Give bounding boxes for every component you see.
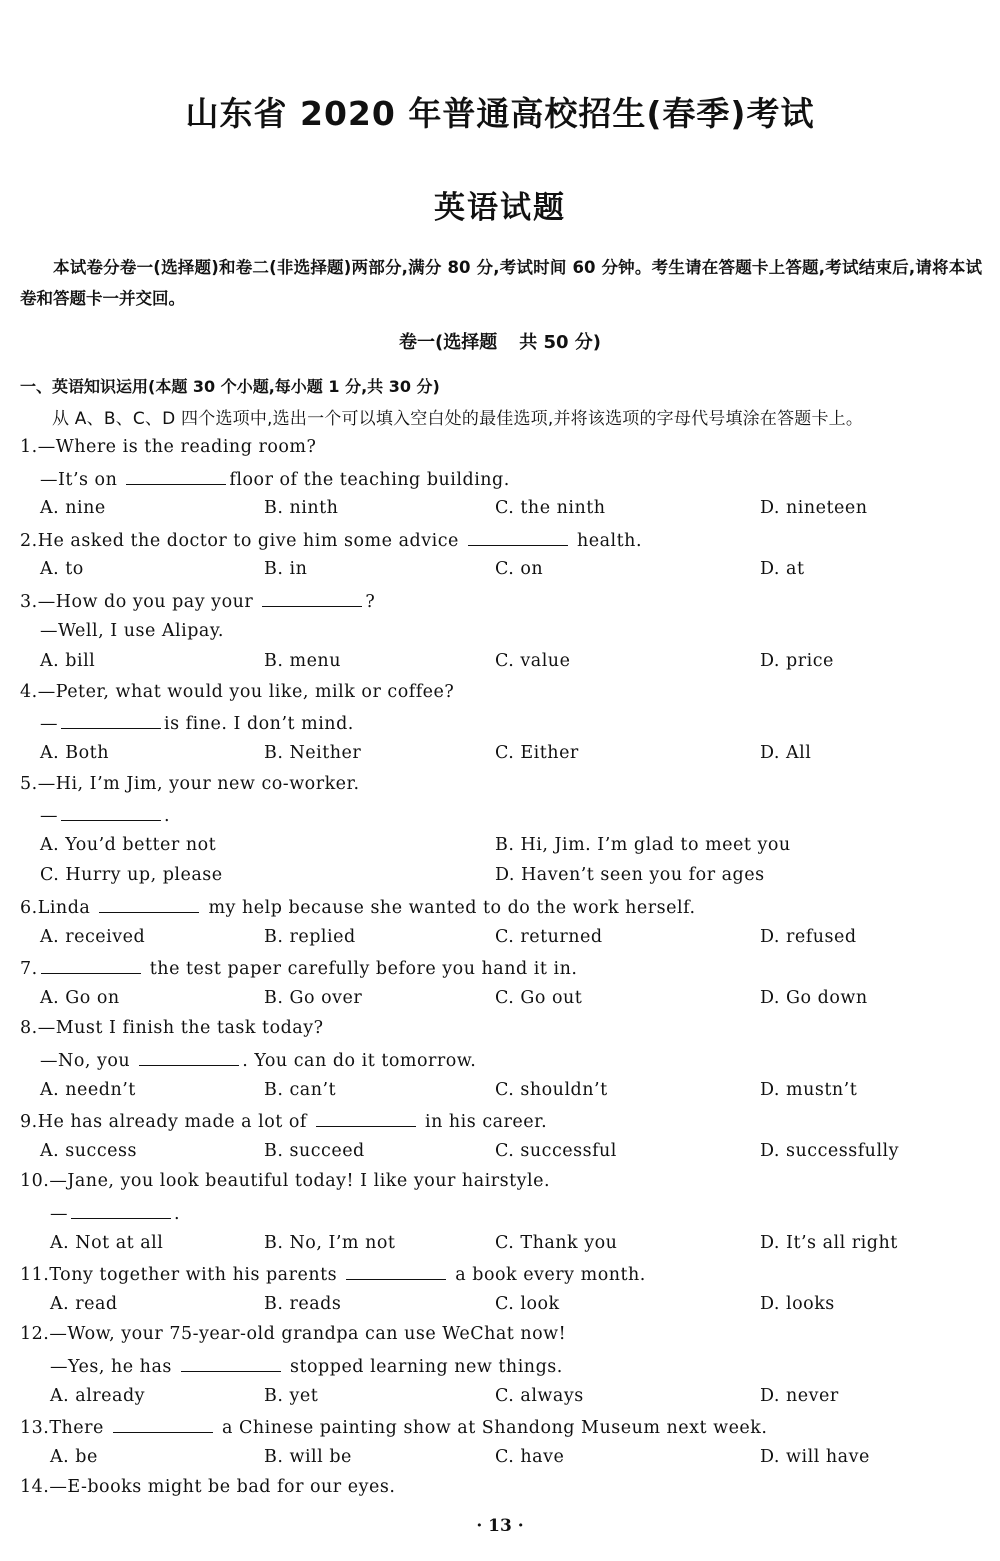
exam-subtitle: 英语试题 (434, 190, 566, 226)
question-text: —Where is the reading room? (37, 437, 317, 457)
question-number: 6. (20, 898, 38, 918)
answer-option: C. have (495, 1446, 565, 1467)
part-label: 卷一(选择题 (398, 332, 498, 353)
question-line (20, 529, 642, 551)
answer-option: D. Go down (760, 987, 868, 1008)
section-heading: 一、英语知识运用(本题 30 个小题,每小题 1 分,共 30 分) (20, 377, 440, 396)
answer-option: B. reads (264, 1293, 342, 1314)
question-text: —Well, I use Alipay. (40, 620, 224, 641)
question-text: — (40, 714, 58, 735)
answer-option: A. You’d better not (40, 834, 217, 855)
answer-option: C. shouldn’t (495, 1079, 608, 1100)
answer-blank (113, 1416, 213, 1433)
answer-option: D. nineteen (760, 498, 868, 519)
answer-option: D. looks (760, 1293, 835, 1314)
question-number: 12. (20, 1324, 50, 1345)
exam-title: 山东省 2020 年普通高校招生(春季)考试 (185, 94, 815, 133)
answer-option: D. Haven’t seen you for ages (495, 865, 765, 886)
answer-option: C. always (495, 1385, 584, 1406)
question-text: Tony together with his parents (49, 1265, 344, 1286)
question-number: 14. (20, 1477, 50, 1498)
question-text: my help because she wanted to do the work herself. (202, 898, 696, 918)
answer-blank (99, 896, 199, 913)
answer-option: C. Hurry up, please (40, 865, 223, 886)
question-line (50, 1355, 563, 1377)
question-text: — (50, 1204, 68, 1224)
answer-option: D. It’s all right (760, 1232, 898, 1253)
answer-option: A. Not at all (50, 1232, 164, 1253)
answer-option: B. No, I’m not (264, 1232, 396, 1253)
answer-option: C. Go out (495, 987, 583, 1008)
answer-option: A. needn’t (40, 1079, 136, 1100)
question-line (20, 1324, 566, 1344)
question-text: ? (365, 592, 376, 612)
answer-option: D. will have (760, 1446, 870, 1467)
answer-option: B. will be (264, 1446, 352, 1467)
question-line (20, 1477, 395, 1497)
answer-option: B. replied (264, 926, 356, 947)
question-text: —Must I finish the task today? (37, 1018, 324, 1039)
question-text: is fine. I don’t mind. (164, 714, 354, 735)
question-line (40, 712, 354, 734)
question-line (40, 621, 224, 641)
answer-blank (61, 712, 161, 729)
question-number: 10. (20, 1171, 50, 1192)
page-number: · 13 · (476, 1516, 524, 1536)
answer-option: A. to (40, 559, 84, 580)
question-line (20, 896, 696, 918)
question-text: He has already made a lot of (37, 1112, 313, 1133)
question-line (20, 1018, 324, 1038)
question-line (20, 437, 316, 457)
answer-option: D. refused (760, 926, 857, 947)
question-text: a book every month. (449, 1265, 646, 1286)
question-text: . You can do it tomorrow. (242, 1051, 477, 1071)
question-text: —Jane, you look beautiful today! I like your hairstyle. (49, 1171, 551, 1192)
answer-option: D. mustn’t (760, 1079, 858, 1100)
question-text: — (40, 806, 58, 827)
answer-option: D. at (760, 559, 805, 580)
answer-option: B. yet (264, 1385, 319, 1406)
answer-option: A. Both (40, 743, 109, 763)
question-text: —No, you (40, 1051, 137, 1071)
question-text: the test paper carefully before you hand it in. (143, 959, 578, 980)
answer-option: B. can’t (264, 1079, 337, 1100)
question-line (50, 1202, 180, 1224)
question-text: He asked the doctor to give him some advice (37, 530, 465, 551)
question-number: 1. (20, 437, 38, 457)
question-text: —How do you pay your (37, 592, 260, 612)
answer-option: C. successful (495, 1140, 617, 1161)
answer-option: B. ninth (264, 498, 339, 519)
answer-option: D. successfully (760, 1140, 900, 1161)
answer-option: B. in (264, 559, 308, 580)
question-line (20, 590, 375, 612)
question-text: —Peter, what would you like, milk or coffee? (37, 681, 455, 702)
question-line (40, 1049, 476, 1071)
answer-option: A. received (40, 926, 146, 947)
answer-option: D. price (760, 651, 834, 672)
question-number: 5. (20, 773, 38, 794)
section-instruction: 从 A、B、C、D 四个选项中,选出一个可以填入空白处的最佳选项,并将该选项的字母代号填涂在答题卡上。 (52, 409, 864, 429)
answer-blank (346, 1263, 446, 1280)
question-text: health. (570, 530, 643, 551)
question-number: 4. (20, 681, 38, 702)
answer-option: C. returned (495, 926, 603, 947)
exam-intro: 本试卷分卷一(选择题)和卷二(非选择题)两部分,满分 80 分,考试时间 60 分钟。考生请在答题卡上答题,考试结束后,请将本试卷和答题卡一并交回。 (20, 258, 982, 308)
question-text: in his career. (418, 1112, 548, 1133)
question-number: 2. (20, 530, 38, 551)
question-number: 11. (20, 1265, 50, 1286)
question-text: —Wow, your 75-year-old grandpa can use WeChat now! (49, 1324, 567, 1345)
question-number: 7. (20, 959, 38, 980)
question-number: 3. (20, 592, 38, 612)
question-line (40, 468, 510, 490)
answer-blank (181, 1355, 281, 1372)
answer-option: A. already (50, 1385, 146, 1406)
answer-option: A. Go on (40, 987, 120, 1008)
question-text: a Chinese painting show at Shandong Museum next week. (215, 1418, 768, 1439)
part-heading (0, 328, 1000, 354)
question-text: —It’s on (40, 469, 124, 490)
answer-option: A. read (50, 1293, 118, 1314)
question-line (40, 804, 170, 826)
question-number: 13. (20, 1418, 50, 1439)
answer-blank (262, 590, 362, 607)
question-text: —Yes, he has (50, 1357, 178, 1377)
answer-option: C. the ninth (495, 498, 606, 519)
answer-option: B. Go over (264, 987, 363, 1008)
question-text: Linda (37, 898, 97, 918)
answer-option: A. success (40, 1140, 137, 1161)
question-line (20, 1171, 550, 1191)
question-text: —Hi, I’m Jim, your new co-worker. (37, 773, 360, 794)
answer-option: C. Thank you (495, 1232, 618, 1253)
answer-blank (61, 804, 161, 821)
answer-blank (41, 957, 141, 974)
question-number: 8. (20, 1018, 38, 1039)
answer-option: A. be (50, 1446, 98, 1467)
answer-blank (71, 1202, 171, 1219)
question-text: stopped learning new things. (283, 1357, 563, 1377)
answer-option: B. Neither (264, 743, 362, 763)
question-line (20, 1110, 547, 1132)
answer-blank (126, 468, 226, 485)
answer-option: B. Hi, Jim. I’m glad to meet you (495, 834, 791, 855)
answer-blank (139, 1049, 239, 1066)
question-line (20, 682, 454, 702)
question-text: . (174, 1204, 181, 1224)
answer-blank (468, 529, 568, 546)
question-line (20, 1263, 646, 1285)
question-number: 9. (20, 1112, 38, 1133)
answer-option: C. value (495, 651, 571, 672)
question-text: —E-books might be bad for our eyes. (49, 1477, 396, 1498)
answer-option: D. All (760, 743, 812, 763)
answer-option: D. never (760, 1385, 839, 1406)
question-line (20, 774, 360, 794)
answer-option: B. succeed (264, 1140, 365, 1161)
question-text: . (164, 806, 171, 827)
question-line (20, 957, 577, 979)
question-line (20, 1416, 767, 1438)
answer-option: B. menu (264, 651, 341, 672)
answer-option: C. look (495, 1293, 560, 1314)
answer-option: C. Either (495, 743, 579, 763)
answer-blank (316, 1110, 416, 1127)
answer-option: A. bill (40, 651, 96, 672)
question-text: There (49, 1418, 110, 1439)
part-score: 共 50 分) (519, 332, 602, 353)
question-text: floor of the teaching building. (229, 469, 510, 490)
answer-option: C. on (495, 559, 544, 580)
answer-option: A. nine (40, 498, 106, 519)
